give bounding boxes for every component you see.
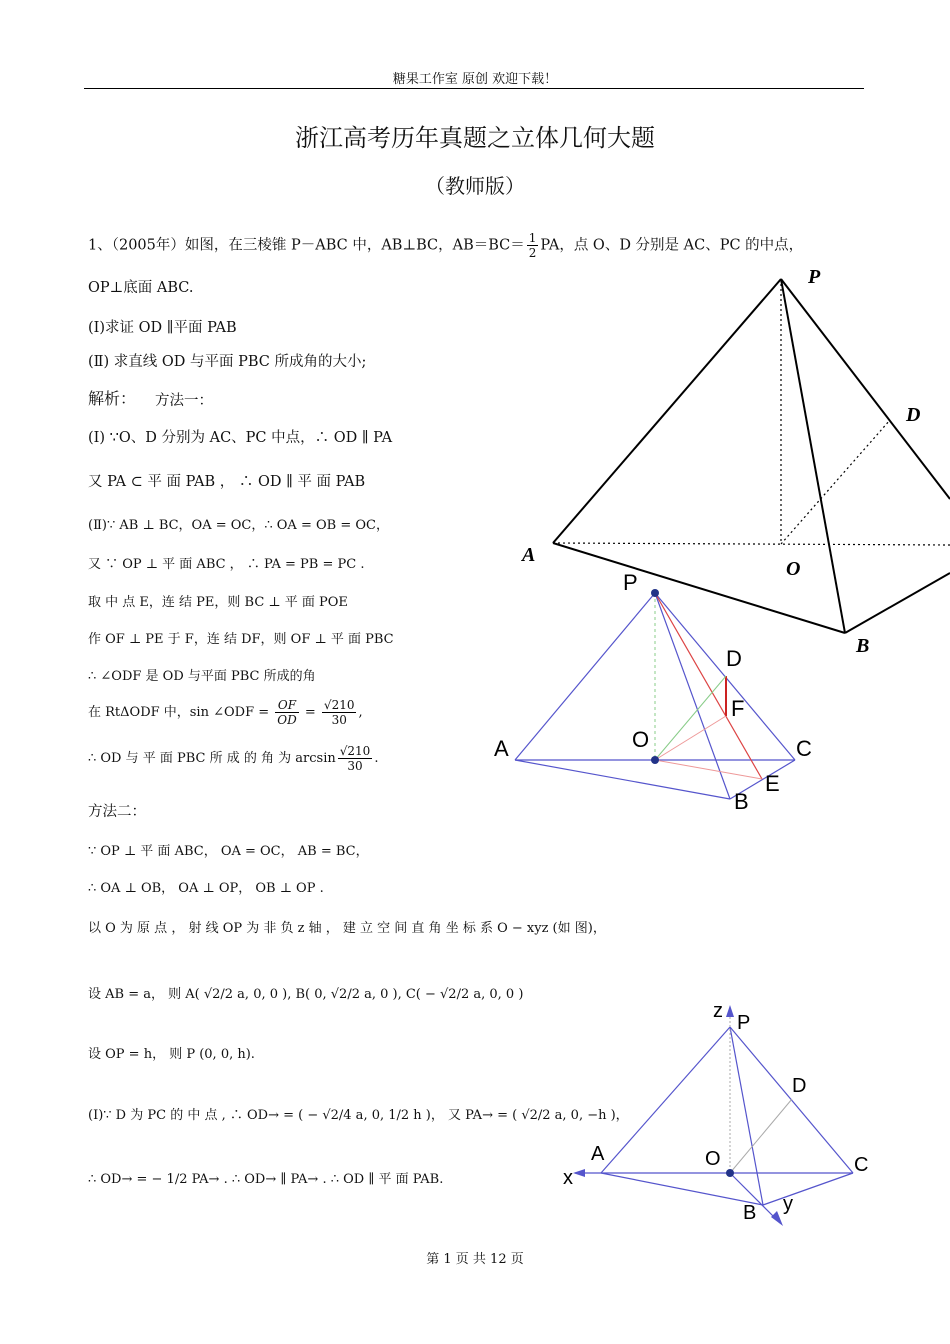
solution-line-3: (Ⅱ)∵ AB ⊥ BC，OA = OC，∴ OA = OB = OC， xyxy=(88,518,389,533)
page-footer: 第 1 页 共 12 页 xyxy=(426,1252,524,1267)
edge-pa xyxy=(553,279,781,543)
edge-bc xyxy=(763,1173,853,1205)
solution-line-2: 又 PA ⊂ 平 面 PAB ， ∴ OD ∥ 平 面 PAB xyxy=(88,474,366,490)
pyramid-figure-2 xyxy=(490,568,820,818)
label-c: C xyxy=(796,736,812,761)
header-rule xyxy=(84,88,864,89)
segment-of xyxy=(655,716,726,760)
method2-line-1: ∵ OP ⊥ 平 面 ABC， OA = OC， AB = BC， xyxy=(88,844,369,859)
label-p: P xyxy=(808,266,821,288)
edge-pb xyxy=(655,593,730,799)
edge-ab xyxy=(601,1173,763,1205)
label-b: B xyxy=(743,1202,757,1224)
x-arrow-icon xyxy=(573,1169,585,1177)
method2-line-7: ∴ OD→ = − 1/2 PA→ . ∴ OD→ ∥ PA→ . ∴ OD ∥ 平 面 PAB. xyxy=(88,1172,444,1187)
label-p: P xyxy=(737,1012,751,1034)
solution-line-8 xyxy=(88,698,363,727)
label-d: D xyxy=(726,646,742,671)
method2-line-6: (Ⅰ)∵ D 为 PC 的 中 点 , ∴ OD→ = ( − √2/4 a, 0, 1/2 h )， 又 PA→ = ( √2/2 a, 0, −h )， xyxy=(88,1108,629,1123)
solution-line-1: (Ⅰ) ∵O、D 分别为 AC、PC 中点，∴ OD ∥ PA xyxy=(88,430,393,446)
edge-ab xyxy=(515,760,730,799)
label-o: O xyxy=(705,1148,721,1170)
segment-pe xyxy=(655,593,762,779)
document-title: 浙江高考历年真题之立体几何大题 xyxy=(295,124,655,152)
solution-line-9 xyxy=(88,744,378,773)
pyramid-figure-3 xyxy=(555,995,885,1230)
label-o: O xyxy=(632,727,650,752)
fraction-denominator: 2 xyxy=(528,246,537,260)
arcsin-denominator: 30 xyxy=(347,759,363,773)
document-subtitle: （教师版） xyxy=(425,174,525,198)
label-y: y xyxy=(783,1193,793,1215)
page-header: 糖果工作室 原创 欢迎下载！ xyxy=(392,72,558,87)
method-1-label: 方法一： xyxy=(155,393,213,409)
arcsin-expression: ∴ OD 与 平 面 PBC 所 成 的 角 为 arcsin xyxy=(88,751,336,766)
label-a: A xyxy=(522,544,536,566)
equals-sign: = xyxy=(304,705,316,720)
sin-expression: 在 RtΔODF 中，sin ∠ODF = xyxy=(88,705,270,720)
label-b: B xyxy=(734,789,749,814)
segment-od xyxy=(655,676,726,760)
method2-line-2: ∴ OA ⊥ OB， OA ⊥ OP， OB ⊥ OP . xyxy=(88,881,324,896)
od-denominator: OD xyxy=(277,713,297,727)
y-arrow-icon xyxy=(771,1211,783,1226)
solution-line-4: 又 ∵ OP ⊥ 平 面 ABC ， ∴ PA = PB = PC . xyxy=(88,557,365,572)
method-2-label: 方法二： xyxy=(88,804,146,820)
label-o: O xyxy=(786,558,801,580)
label-d: D xyxy=(792,1075,807,1097)
comma: , xyxy=(358,705,363,720)
label-a: A xyxy=(494,736,509,761)
label-x: x xyxy=(563,1167,573,1189)
of-over-od-fraction xyxy=(275,698,298,727)
label-a: A xyxy=(591,1143,605,1165)
method2-line-5: 设 OP = h， 则 P (0, 0, h). xyxy=(88,1047,255,1062)
question-1: (Ⅰ)求证 OD ∥平面 PAB xyxy=(88,320,237,336)
period: . xyxy=(374,751,379,766)
problem-line-1-part-b: PA，点 O、D 分别是 AC、PC 的中点， xyxy=(540,237,804,254)
solution-line-7: ∴ ∠ODF 是 OD 与平面 PBC 所成的角 xyxy=(88,669,316,684)
label-d: D xyxy=(906,404,921,426)
edge-pc xyxy=(781,279,950,499)
edge-bc xyxy=(845,573,950,633)
method2-line-3: 以 O 为 原 点 ， 射 线 OP 为 非 负 z 轴 ， 建 立 空 间 直 角 坐 标 系 O − xyz (如 图)， xyxy=(88,921,606,936)
point-p xyxy=(651,589,659,597)
arcsin-numerator: √210 xyxy=(339,744,371,758)
arcsin-fraction xyxy=(338,744,373,773)
label-e: E xyxy=(765,771,780,796)
point-o xyxy=(651,756,659,764)
question-2: (Ⅱ) 求直线 OD 与平面 PBC 所成角的大小; xyxy=(88,354,367,370)
method2-line-4: 设 AB = a， 则 A( √2/2 a, 0, 0 ), B( 0, √2/2 a, 0 ), C( − √2/2 a, 0, 0 ) xyxy=(88,987,524,1002)
of-numerator: OF xyxy=(275,698,298,713)
point-o xyxy=(726,1169,734,1177)
sqrt210-fraction xyxy=(322,698,357,727)
label-f: F xyxy=(731,696,745,721)
solution-label: 解析： xyxy=(88,389,137,408)
problem-line-1-part-a: 1、（2005年）如图，在三棱锥 P－ABC 中，AB⊥BC，AB＝BC＝ xyxy=(88,237,525,254)
segment-oe xyxy=(655,760,762,779)
label-b: B xyxy=(856,635,870,657)
edge-ac-hidden xyxy=(553,543,950,545)
segment-od xyxy=(730,1099,792,1173)
problem-line-2: OP⊥底面 ABC. xyxy=(88,280,194,296)
label-c: C xyxy=(854,1154,869,1176)
label-z: z xyxy=(713,1000,723,1022)
solution-line-6: 作 OF ⊥ PE 于 F，连 结 DF，则 OF ⊥ 平 面 PBC xyxy=(88,632,394,647)
sqrt210-numerator: √210 xyxy=(323,698,355,712)
label-p: P xyxy=(623,570,638,595)
thirty-denominator: 30 xyxy=(331,713,347,727)
segment-od-hidden xyxy=(781,420,890,544)
z-arrow-icon xyxy=(726,1005,734,1017)
solution-line-5: 取 中 点 E，连 结 PE，则 BC ⊥ 平 面 POE xyxy=(88,595,348,610)
fraction-numerator: 1 xyxy=(528,231,537,245)
